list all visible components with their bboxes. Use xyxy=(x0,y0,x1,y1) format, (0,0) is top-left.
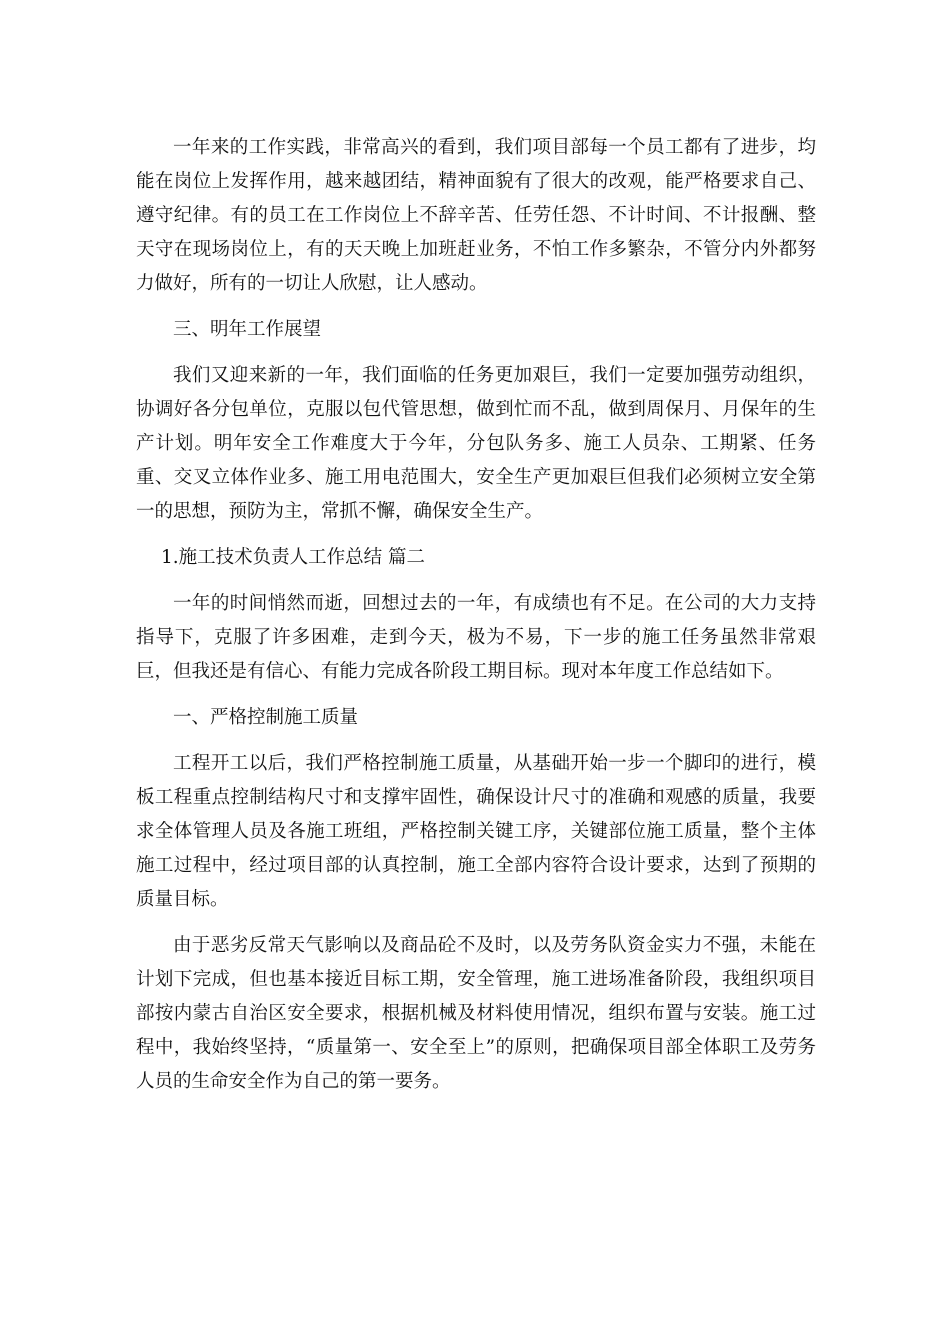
paragraph-3: 一年的时间悄然而逝，回想过去的一年，有成绩也有不足。在公司的大力支持指导下，克服了许多困难，走到今天，极为不易，下一步的施工任务虽然非常艰巨，但我还是有信心、有能力完成各阶段工期目标。现对本年度工作总结如下。 xyxy=(136,593,816,682)
document-page xyxy=(136,131,816,1111)
article-title-part-two: 1.施工技术负责人工作总结 篇二 xyxy=(160,547,426,568)
paragraph-1: 一年来的工作实践，非常高兴的看到，我们项目部每一个员工都有了进步，均能在岗位上发挥作用，越来越团结，精神面貌有了很大的改观，能严格要求自己、遵守纪律。有的员工在工作岗位上不辞辛苦、任劳任怨、不计时间、不计报酬、整天守在现场岗位上，有的天天晚上加班赶业务，不怕工作多繁杂，不管分内外都努力做好，所有的一切让人欣慰，让人感动。 xyxy=(136,137,816,294)
paragraph-4: 工程开工以后，我们严格控制施工质量，从基础开始一步一个脚印的进行，模板工程重点控制结构尺寸和支撑牢固性，确保设计尺寸的准确和观感的质量，我要求全体管理人员及各施工班组，严格控制关键工序，关键部位施工质量，整个主体施工过程中，经过项目部的认真控制，施工全部内容符合设计要求，达到了预期的质量目标。 xyxy=(136,753,816,910)
paragraph-5: 由于恶劣反常天气影响以及商品砼不及时，以及劳务队资金实力不强，未能在计划下完成，但也基本接近目标工期，安全管理，施工进场准备阶段，我组织项目部按内蒙古自治区安全要求，根据机械及材料使用情况，组织布置与安装。施工过程中，我始终坚持，“质量第一、安全至上”的原则，把确保项目部全体职工及劳务人员的生命安全作为自己的第一要务。 xyxy=(136,935,816,1092)
paragraph-2: 我们又迎来新的一年，我们面临的任务更加艰巨，我们一定要加强劳动组织，协调好各分包单位，克服以包代管思想，做到忙而不乱，做到周保月、月保年的生产计划。明年安全工作难度大于今年，分包队务多、施工人员杂、工期紧、任务重、交叉立体作业多、施工用电范围大，安全生产更加艰巨但我们必须树立安全第一的思想，预防为主，常抓不懈，确保安全生产。 xyxy=(136,365,816,522)
section-heading-outlook: 三、明年工作展望 xyxy=(173,319,322,340)
section-heading-quality: 一、严格控制施工质量 xyxy=(173,707,359,728)
